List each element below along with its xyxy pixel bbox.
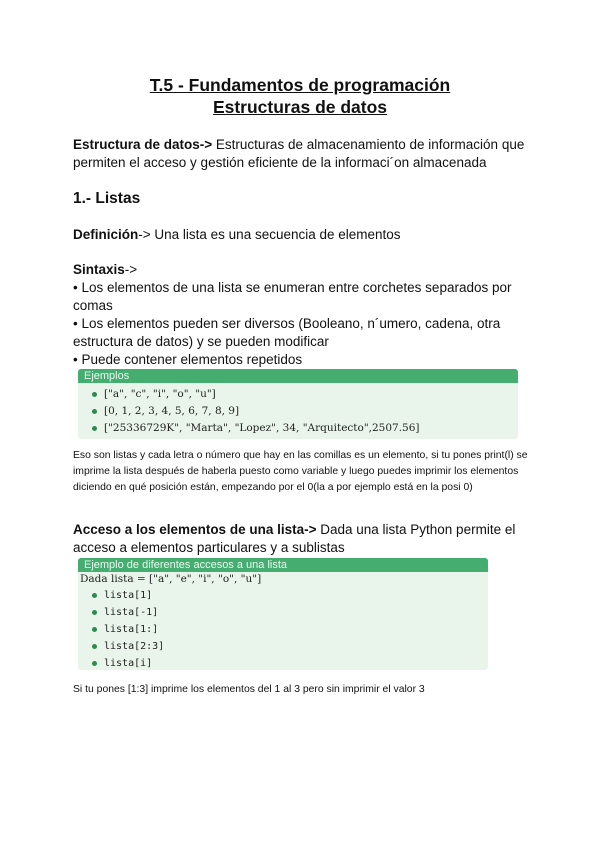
access-paragraph bbox=[73, 521, 543, 557]
page-title: T.5 - Fundamentos de programación bbox=[149, 75, 451, 95]
intro-term: Estructura de datos-> bbox=[73, 137, 213, 152]
syntax-bullet: • Los elementos de una lista se enumeran entre corchetes separados por comas bbox=[73, 280, 512, 313]
definition-term: Definición bbox=[73, 227, 139, 242]
syntax-bullet: • Los elementos pueden ser diversos (Booleano, n´umero, cadena, otra estructura de datos) y se pueden modificar bbox=[73, 316, 501, 349]
example-list-item: ["25336729K", "Marta", "Lopez", 34, "Arquitecto",2507.56] bbox=[78, 420, 518, 437]
access-list-item: lista[i] bbox=[78, 655, 488, 672]
examples-box bbox=[78, 369, 518, 439]
intro-paragraph bbox=[73, 136, 543, 172]
page-subtitle: Estructuras de datos bbox=[212, 97, 388, 117]
section-heading: 1.- Listas bbox=[73, 190, 141, 207]
examples-box-header: Ejemplos bbox=[78, 369, 518, 383]
note-paragraph-2: Si tu pones [1:3] imprime los elementos del 1 al 3 pero sin imprimir el valor 3 bbox=[73, 684, 425, 695]
access-box-intro: Dada lista = ["a", "e", "i", "o", "u"] bbox=[80, 573, 262, 585]
access-examples-box bbox=[78, 558, 488, 670]
access-list-item: lista[-1] bbox=[78, 604, 488, 621]
example-list-item: [0, 1, 2, 3, 4, 5, 6, 7, 8, 9] bbox=[78, 403, 518, 420]
access-text: Dada una lista Python permite el acceso a elementos particulares y a sublistas bbox=[73, 522, 516, 555]
intro-text: Estructuras de almacenamiento de información que permiten el acceso y gestión eficiente de la informaci´on almacenada bbox=[73, 137, 525, 170]
syntax-term: Sintaxis bbox=[73, 262, 125, 277]
syntax-bullet: • Puede contener elementos repetidos bbox=[73, 352, 303, 367]
access-box-header: Ejemplo de diferentes accesos a una lista bbox=[78, 558, 488, 572]
definition-text: -> Una lista es una secuencia de elementos bbox=[138, 227, 401, 242]
note-paragraph: Eso son listas y cada letra o número que hay en las comillas es un elemento, si tu pones print(l) se imprime la lista después de haberla puesto como variable y luego puedes imprimir los elementos diciendo en qué posición están, empezando por el 0(la a por ejemplo está en la posi 0) bbox=[73, 450, 528, 493]
definition-paragraph bbox=[73, 226, 543, 244]
syntax-arrow: -> bbox=[124, 262, 138, 277]
syntax-paragraph bbox=[73, 261, 543, 369]
access-list-item: lista[2:3] bbox=[78, 638, 488, 655]
access-list-item: lista[1:] bbox=[78, 621, 488, 638]
access-list-item: lista[1] bbox=[78, 587, 488, 604]
example-list-item: ["a", "c", "i", "o", "u"] bbox=[78, 386, 518, 403]
access-term: Acceso a los elementos de una lista-> bbox=[73, 522, 317, 537]
